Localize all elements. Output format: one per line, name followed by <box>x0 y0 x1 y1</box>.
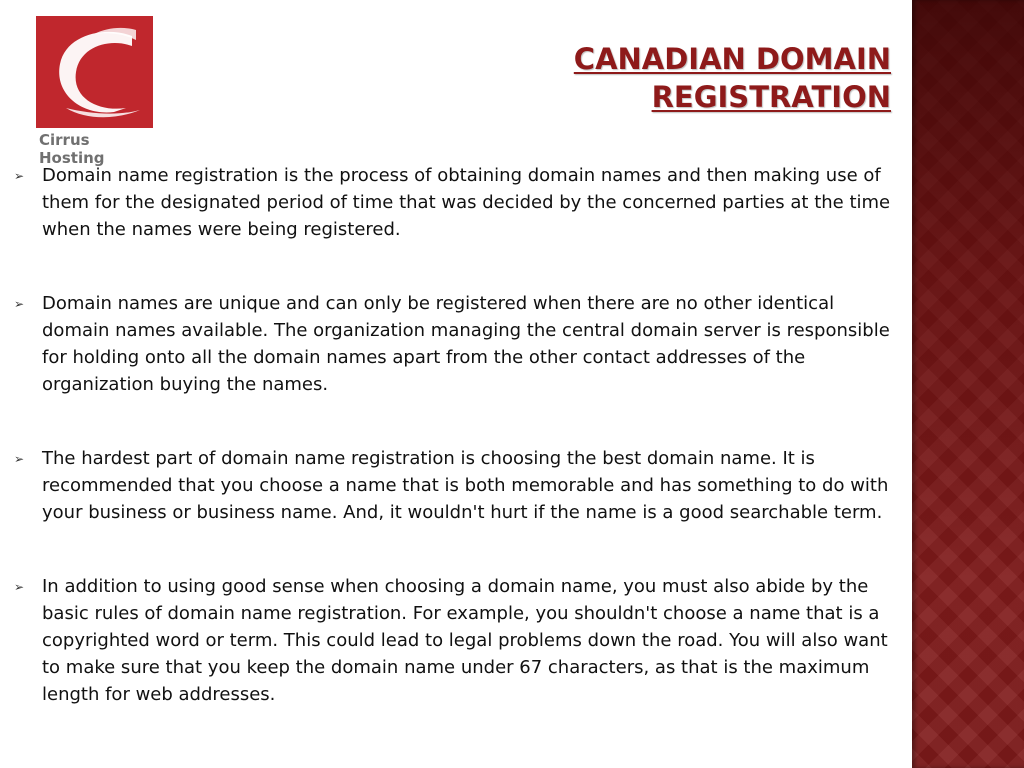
bullet-text: Domain name registration is the process of obtaining domain names and then making use of them for the designated period of time that was decided by the concerned parties at the time when the names were being registered. <box>42 165 891 240</box>
bullet-item <box>14 573 894 708</box>
bullet-item <box>14 162 894 243</box>
arrow-bullet-icon: ➢ <box>14 452 25 466</box>
bullet-item <box>14 445 894 526</box>
bullet-text: In addition to using good sense when choosing a domain name, you must also abide by the basic rules of domain name registration. For example, you shouldn't choose a name that is a copyrighted word or term. This could lead to legal problems down the road. You will also want to make sure that you keep the domain name under 67 characters, as that is the maximum length for web addresses. <box>42 576 888 705</box>
arrow-bullet-icon: ➢ <box>14 169 25 183</box>
title-line-1: CANADIAN DOMAIN <box>573 42 891 76</box>
bullet-item <box>14 290 894 398</box>
bullet-text: The hardest part of domain name registration is choosing the best domain name. It is recommended that you choose a name that is both memorable and has something to do with your business or business name. And, it wouldn't hurt if the name is a good searchable term. <box>42 448 889 523</box>
bullet-list <box>14 162 894 755</box>
arrow-bullet-icon: ➢ <box>14 580 25 594</box>
arrow-bullet-icon: ➢ <box>14 297 25 311</box>
title-line-2: REGISTRATION <box>651 80 891 114</box>
logo-text: Cirrus Hosting <box>39 131 105 167</box>
bullet-text: Domain names are unique and can only be registered when there are no other identical domain names available. The organization managing the central domain server is responsible for holding onto all the domain names apart from the other contact addresses of the organization buying the names. <box>42 293 890 395</box>
cirrus-hosting-logo <box>36 16 156 167</box>
swoosh-c-logo-icon <box>36 16 153 128</box>
page-title <box>391 40 891 116</box>
decorative-side-band <box>912 0 1024 768</box>
